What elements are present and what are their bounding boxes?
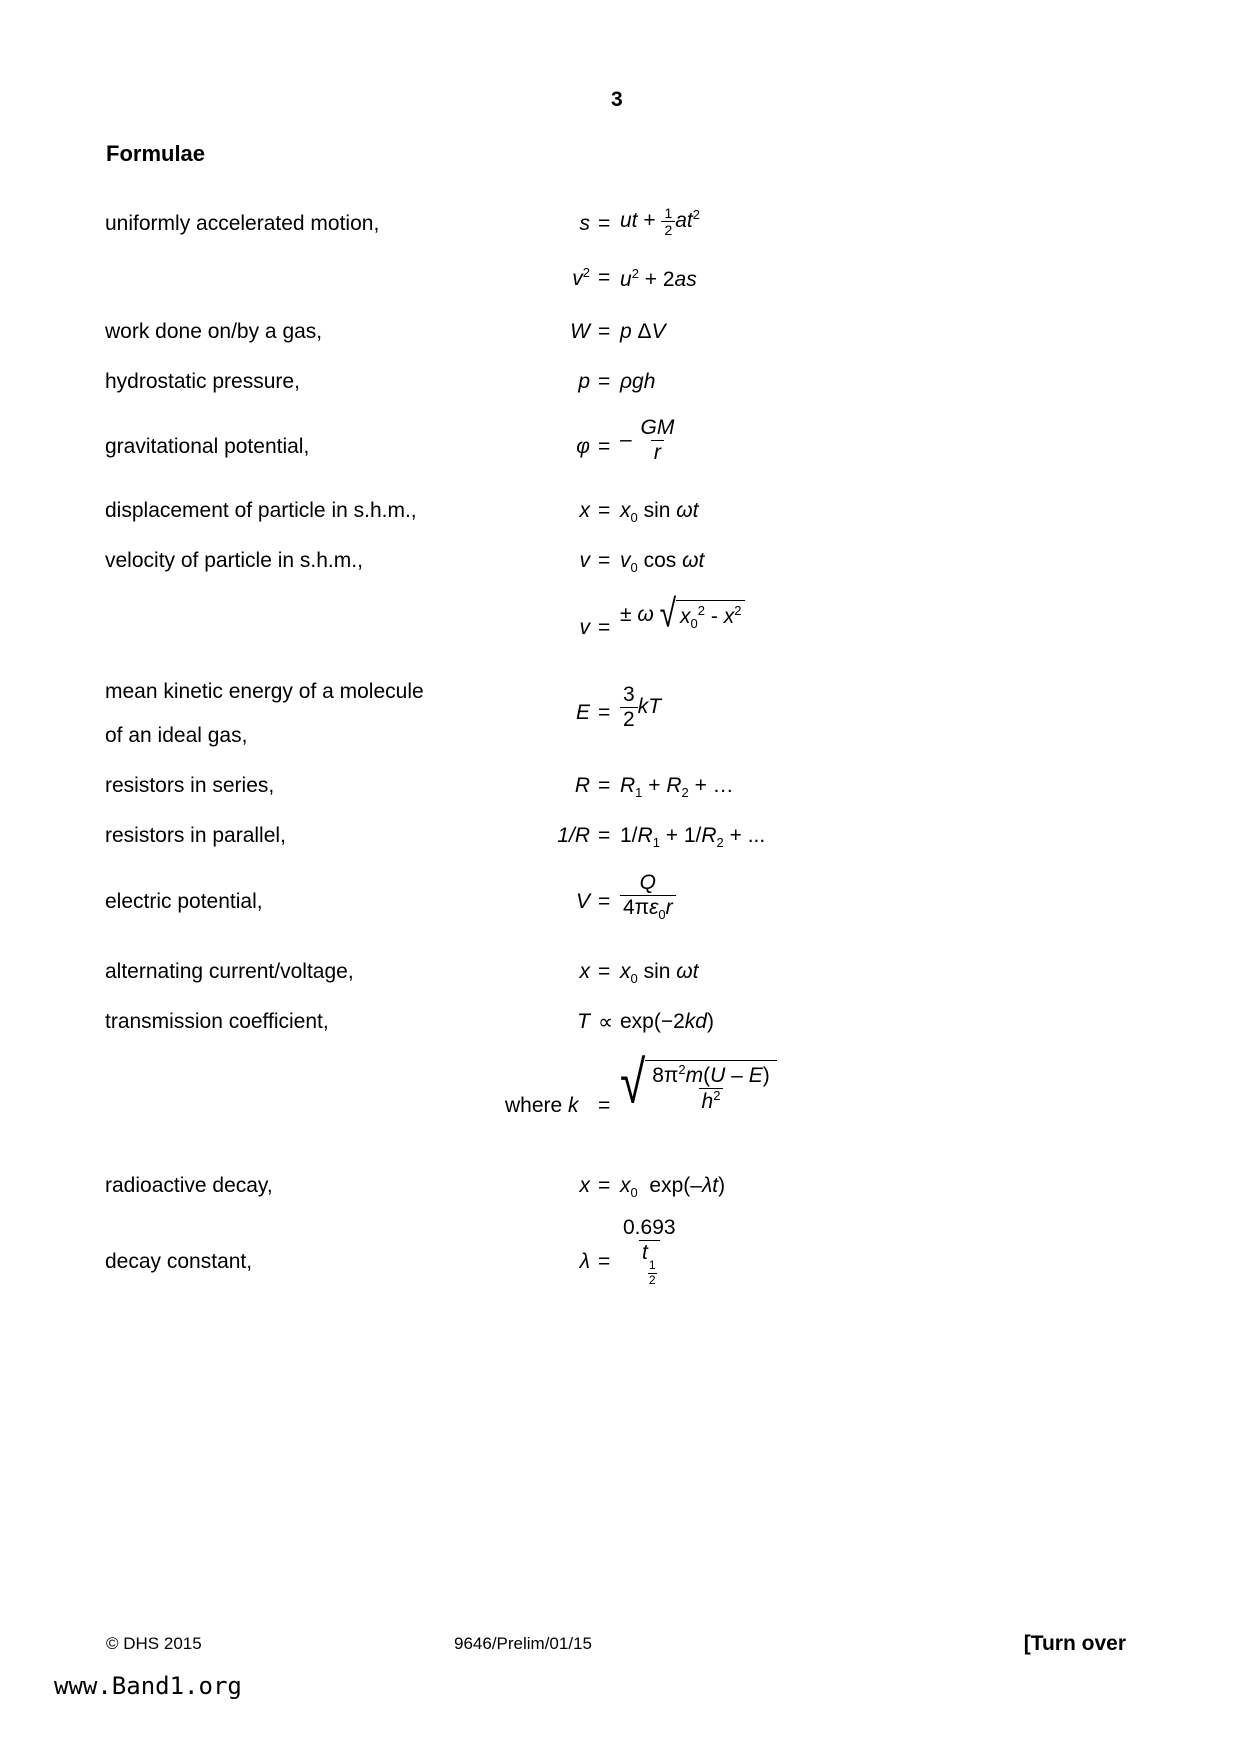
formula-phi-lhs: φ <box>576 435 590 458</box>
formula-equals: = <box>598 1250 611 1273</box>
formula-equals: = <box>598 499 611 522</box>
label-hydrostatic: hydrostatic pressure, <box>105 370 300 393</box>
formula-equals: = <box>598 890 611 913</box>
formula-equals: = <box>598 266 611 289</box>
formula-w-lhs: W <box>570 320 590 343</box>
formula-s-lhs: s <box>579 212 590 235</box>
footer-turn-over: [Turn over <box>1023 1632 1126 1655</box>
label-displacement-shm: displacement of particle in s.h.m., <box>105 499 417 522</box>
formula-v2nd-lhs: v <box>579 616 590 639</box>
formula-x-lhs: x <box>579 499 590 522</box>
formula-xdecay-rhs: $x_0$ exp(–λt) <box>620 1174 726 1201</box>
footer-paper-code: 9646/Prelim/01/15 <box>454 1634 592 1653</box>
formula-v2nd-rhs: ± ω √ $x_0^2 - x^2$ <box>620 600 745 631</box>
page-number: 3 <box>611 88 623 111</box>
formula-vpot-rhs: $\frac{Q}{4\pi\varepsilon_0r}$ <box>620 871 676 923</box>
formula-k-rhs: √ $\frac{8\pi^2m(U - E)}{h^2}$ <box>620 1060 777 1114</box>
formula-phi-rhs: – $\frac{GM}{r}$ <box>620 416 675 465</box>
formula-e-rhs: $\frac{3}{2}$ kT <box>620 683 661 732</box>
formula-s-rhs: ut + $\frac{1}{2}$ $at^2$ <box>620 205 700 239</box>
label-res-series: resistors in series, <box>105 774 275 797</box>
label-velocity-shm: velocity of particle in s.h.m., <box>105 549 363 572</box>
formula-equals: = <box>598 774 611 797</box>
formula-equals: = <box>598 1094 611 1117</box>
formula-equals: = <box>598 701 611 724</box>
formula-equals: = <box>598 320 611 343</box>
label-ac: alternating current/voltage, <box>105 960 354 983</box>
formula-p-lhs: p <box>578 370 590 393</box>
formula-r-rhs: $R_1 + R_2$ + … <box>620 774 734 801</box>
formula-x-rhs: $x_0$ sin ωt <box>620 499 699 526</box>
formula-lambda-lhs: λ <box>579 1250 590 1273</box>
formula-p-rhs: ρgh <box>620 370 656 393</box>
label-radioactive: radioactive decay, <box>105 1174 273 1197</box>
formula-v2-rhs: $u^2 + 2as$ <box>620 266 697 291</box>
formula-t-lhs: T <box>577 1010 590 1033</box>
formula-equals: = <box>598 435 611 458</box>
formula-lambda-rhs: 0.693 t $\frac{1}{2}$ <box>620 1216 679 1288</box>
formula-e-lhs: E <box>575 701 590 724</box>
formula-equals: = <box>598 549 611 572</box>
formula-equals: = <box>598 824 611 847</box>
section-title: Formulae <box>106 141 206 166</box>
formula-xac-rhs: $x_0$ sin ωt <box>620 960 699 987</box>
label-res-parallel: resistors in parallel, <box>105 824 286 847</box>
formula-equals: = <box>598 212 611 235</box>
formula-1r-lhs: 1/R <box>557 824 590 847</box>
footer-copyright: © DHS 2015 <box>106 1634 202 1653</box>
label-uniform-motion: uniformly accelerated motion, <box>105 212 380 235</box>
formula-vpot-lhs: V <box>575 890 590 913</box>
where-k-label: where k <box>505 1094 579 1117</box>
formula-1r-rhs: $1/R_1 + 1/R_2$ + ... <box>620 824 766 851</box>
formula-equals: = <box>598 1174 611 1197</box>
formula-v-rhs: $v_0$ cos ωt <box>620 549 705 576</box>
formula-v-lhs: v <box>579 549 590 572</box>
label-kinetic-line1: mean kinetic energy of a molecule <box>105 680 424 703</box>
formula-xac-lhs: x <box>579 960 590 983</box>
formula-proportional: ∝ <box>598 1011 614 1034</box>
label-electric-potential: electric potential, <box>105 890 263 913</box>
watermark: www.Band1.org <box>54 1672 242 1700</box>
label-transmission: transmission coefficient, <box>105 1010 329 1033</box>
label-grav-potential: gravitational potential, <box>105 435 310 458</box>
formula-v2-lhs: $v^2$ <box>572 265 590 290</box>
formula-r-lhs: R <box>574 774 590 797</box>
formula-xdecay-lhs: x <box>579 1174 590 1197</box>
decay-constant-value: 0.693 <box>623 1216 676 1239</box>
formula-equals: = <box>598 960 611 983</box>
formula-equals: = <box>598 370 611 393</box>
formula-w-rhs: p ΔV <box>620 320 666 343</box>
formula-equals: = <box>598 616 611 639</box>
formula-t-rhs: exp(−2kd) <box>620 1010 714 1033</box>
label-decay-const: decay constant, <box>105 1250 253 1273</box>
label-kinetic-line2: of an ideal gas, <box>105 724 248 747</box>
label-work-gas: work done on/by a gas, <box>105 320 323 343</box>
